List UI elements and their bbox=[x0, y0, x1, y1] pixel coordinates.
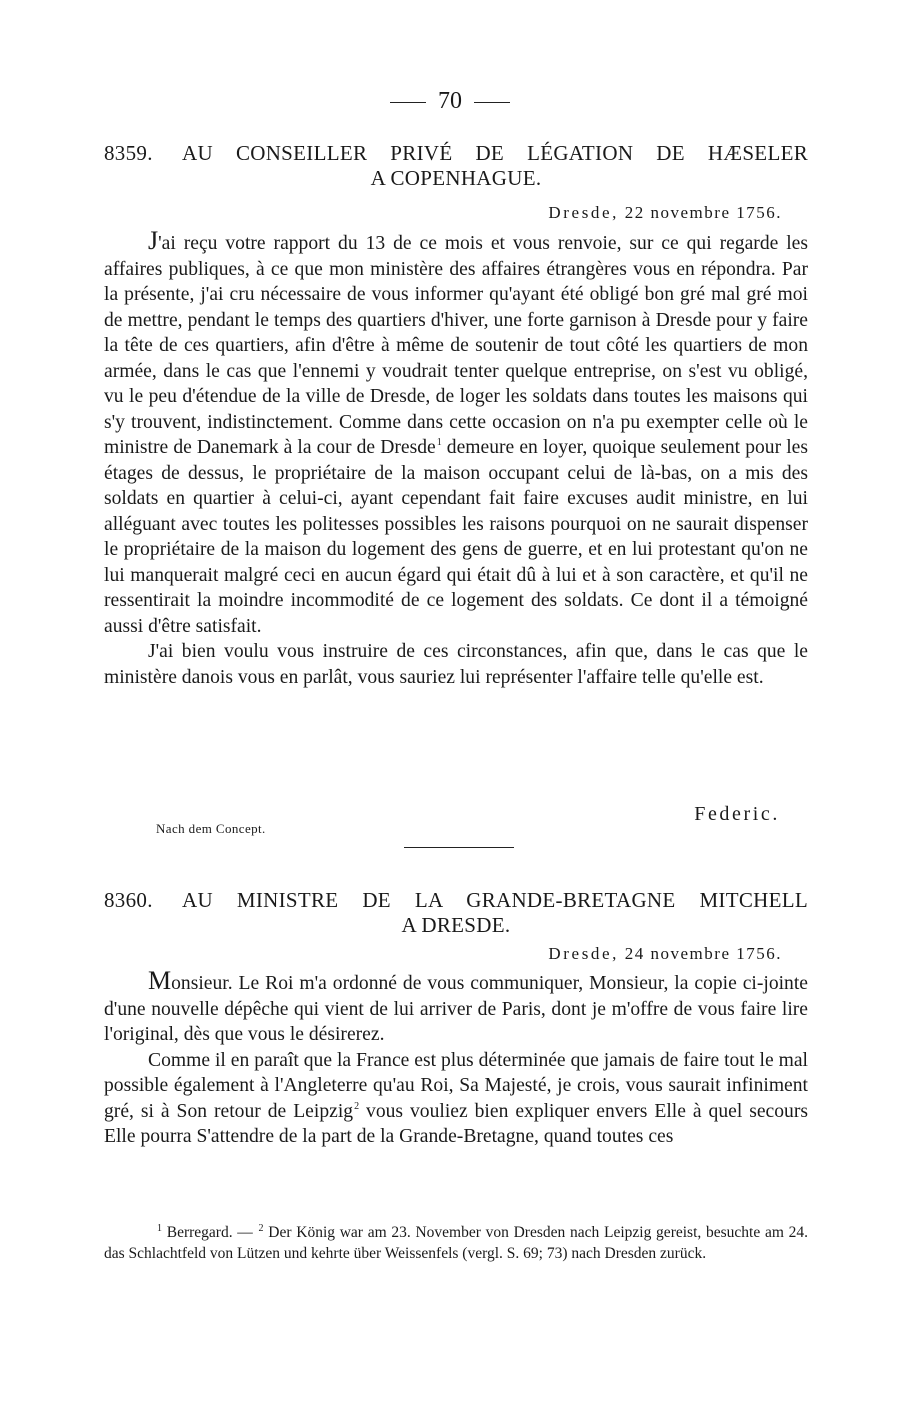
source-note: Nach dem Concept. bbox=[156, 821, 266, 836]
date-place: Dresde, bbox=[548, 203, 620, 222]
title-line-2: A COPENHAGUE. bbox=[370, 166, 542, 190]
paragraph-text: 'ai reçu votre rapport du 13 de ce mois et vous renvoie, sur ce qui regarde les affaires publiques, à ce que mon ministère des affaires étrangères vous en répondra. Par la présente, j'ai cru nécessaire de vous informer qu'ayant été obligé bon gré mal gré moi de mettre, pendant le temps des quartiers d'hiver, une forte garnison à Dresde pour y faire la tête de ces quartiers, afin d'être à même de soutenir de tout côté les quartiers de mon armée, dans le cas que l'ennemi y voudrait tenter quelque entreprise, on s'est vu obligé, vu le peu d'étendue de la ville de Dresde, de loger les soldats dans toutes les maisons qui s'y trouvent, indistinctement. Comme dans cette occasion on n'a pu exempter celle où le ministre de Danemark à la cour de Dresde bbox=[104, 233, 808, 458]
section-8359-title bbox=[104, 141, 808, 191]
title-line-2: A DRESDE. bbox=[401, 913, 511, 937]
date-rest: 22 novembre 1756. bbox=[619, 203, 782, 222]
date-place: Dresde, bbox=[548, 944, 620, 963]
footnote-ref: 2 bbox=[354, 1100, 360, 1112]
section-divider bbox=[404, 847, 514, 848]
paragraph-text-cont: demeure en loyer, quoique seulement pour les étages de dessus, le propriétaire de la maison occupant celui de là-bas, on a mis des soldats en quartier à celui-ci, ayant cependant fait faire excuses audit ministre, en lui alléguant avec toutes les politesses possibles les raisons pourquoi on ne saurait dispenser le propriétaire de la maison du logement des gens de guerre, et en lui protestant qu'on ne lui manquerait malgré ceci en aucun égard qui était dû à lui et à son caractère, et qu'il ne ressentirait la moindre incommodité de ce logement des soldats. Ce dont il a témoigné aussi d'être satisfait. bbox=[104, 437, 808, 637]
paragraph bbox=[104, 1048, 808, 1150]
footnote-text: Der König war am 23. November von Dresden nach Leipzig gereist, besuchte am 24. das Schlachtfeld von Lützen und kehrte über Weissenfels (vergl. S. 69; 73) nach Dresden zurück. bbox=[104, 1224, 808, 1262]
title-line-1: AU CONSEILLER PRIVÉ DE LÉGATION DE HÆSELER bbox=[182, 141, 808, 165]
title-line-1: AU MINISTRE DE LA GRANDE-BRETAGNE MITCHELL bbox=[182, 888, 808, 912]
drop-cap: M bbox=[148, 966, 172, 995]
paragraph-text: onsieur. Le Roi m'a ordonné de vous communiquer, Monsieur, la copie ci-jointe d'une nouvelle dépêche qui vient de lui arriver de Paris, dont je m'offre de vous faire lire l'original, dès que vous le désirerez. bbox=[104, 973, 808, 1045]
page-number-dash-right bbox=[474, 102, 510, 103]
footnote-block bbox=[104, 1222, 808, 1264]
page-number-text: 70 bbox=[438, 88, 462, 114]
paragraph bbox=[104, 968, 808, 1048]
signature: Federic. bbox=[694, 803, 780, 825]
page-number bbox=[0, 88, 900, 115]
drop-cap: J bbox=[148, 226, 159, 255]
footnote-mark: 1 bbox=[157, 1222, 162, 1234]
section-8360-body bbox=[104, 968, 808, 1150]
section-8359-dateline bbox=[548, 203, 782, 223]
section-number: 8359. bbox=[104, 141, 153, 165]
section-number: 8360. bbox=[104, 888, 153, 912]
paragraph-text-cont: vous vouliez bien expliquer envers Elle à quel secours Elle pourra S'attendre de la part de la Grande-Bretagne, quand toutes ces bbox=[104, 1100, 808, 1147]
footnote-text: Berregard. — bbox=[162, 1224, 253, 1241]
paragraph bbox=[104, 639, 808, 690]
section-8359-body bbox=[104, 228, 808, 690]
paragraph-text: J'ai bien voulu vous instruire de ces circonstances, afin que, dans le cas que le ministère danois vous en parlât, vous sauriez lui représenter l'affaire telle qu'elle est. bbox=[104, 641, 808, 688]
paragraph bbox=[104, 228, 808, 639]
section-8360-dateline bbox=[548, 944, 782, 964]
footnotes bbox=[104, 1222, 808, 1264]
footnote-mark: 2 bbox=[258, 1222, 264, 1234]
section-8360-title bbox=[104, 888, 808, 938]
paragraph-text: Comme il en paraît que la France est plus déterminée que jamais de faire tout le mal possible également à l'Angleterre qu'au Roi, Sa Majesté, je crois, vous saurait infiniment gré, si à Son retour de Leipzig bbox=[104, 1049, 808, 1122]
date-rest: 24 novembre 1756. bbox=[619, 944, 782, 963]
footnote-ref: 1 bbox=[436, 437, 442, 449]
page-number-dash-left bbox=[390, 102, 426, 103]
